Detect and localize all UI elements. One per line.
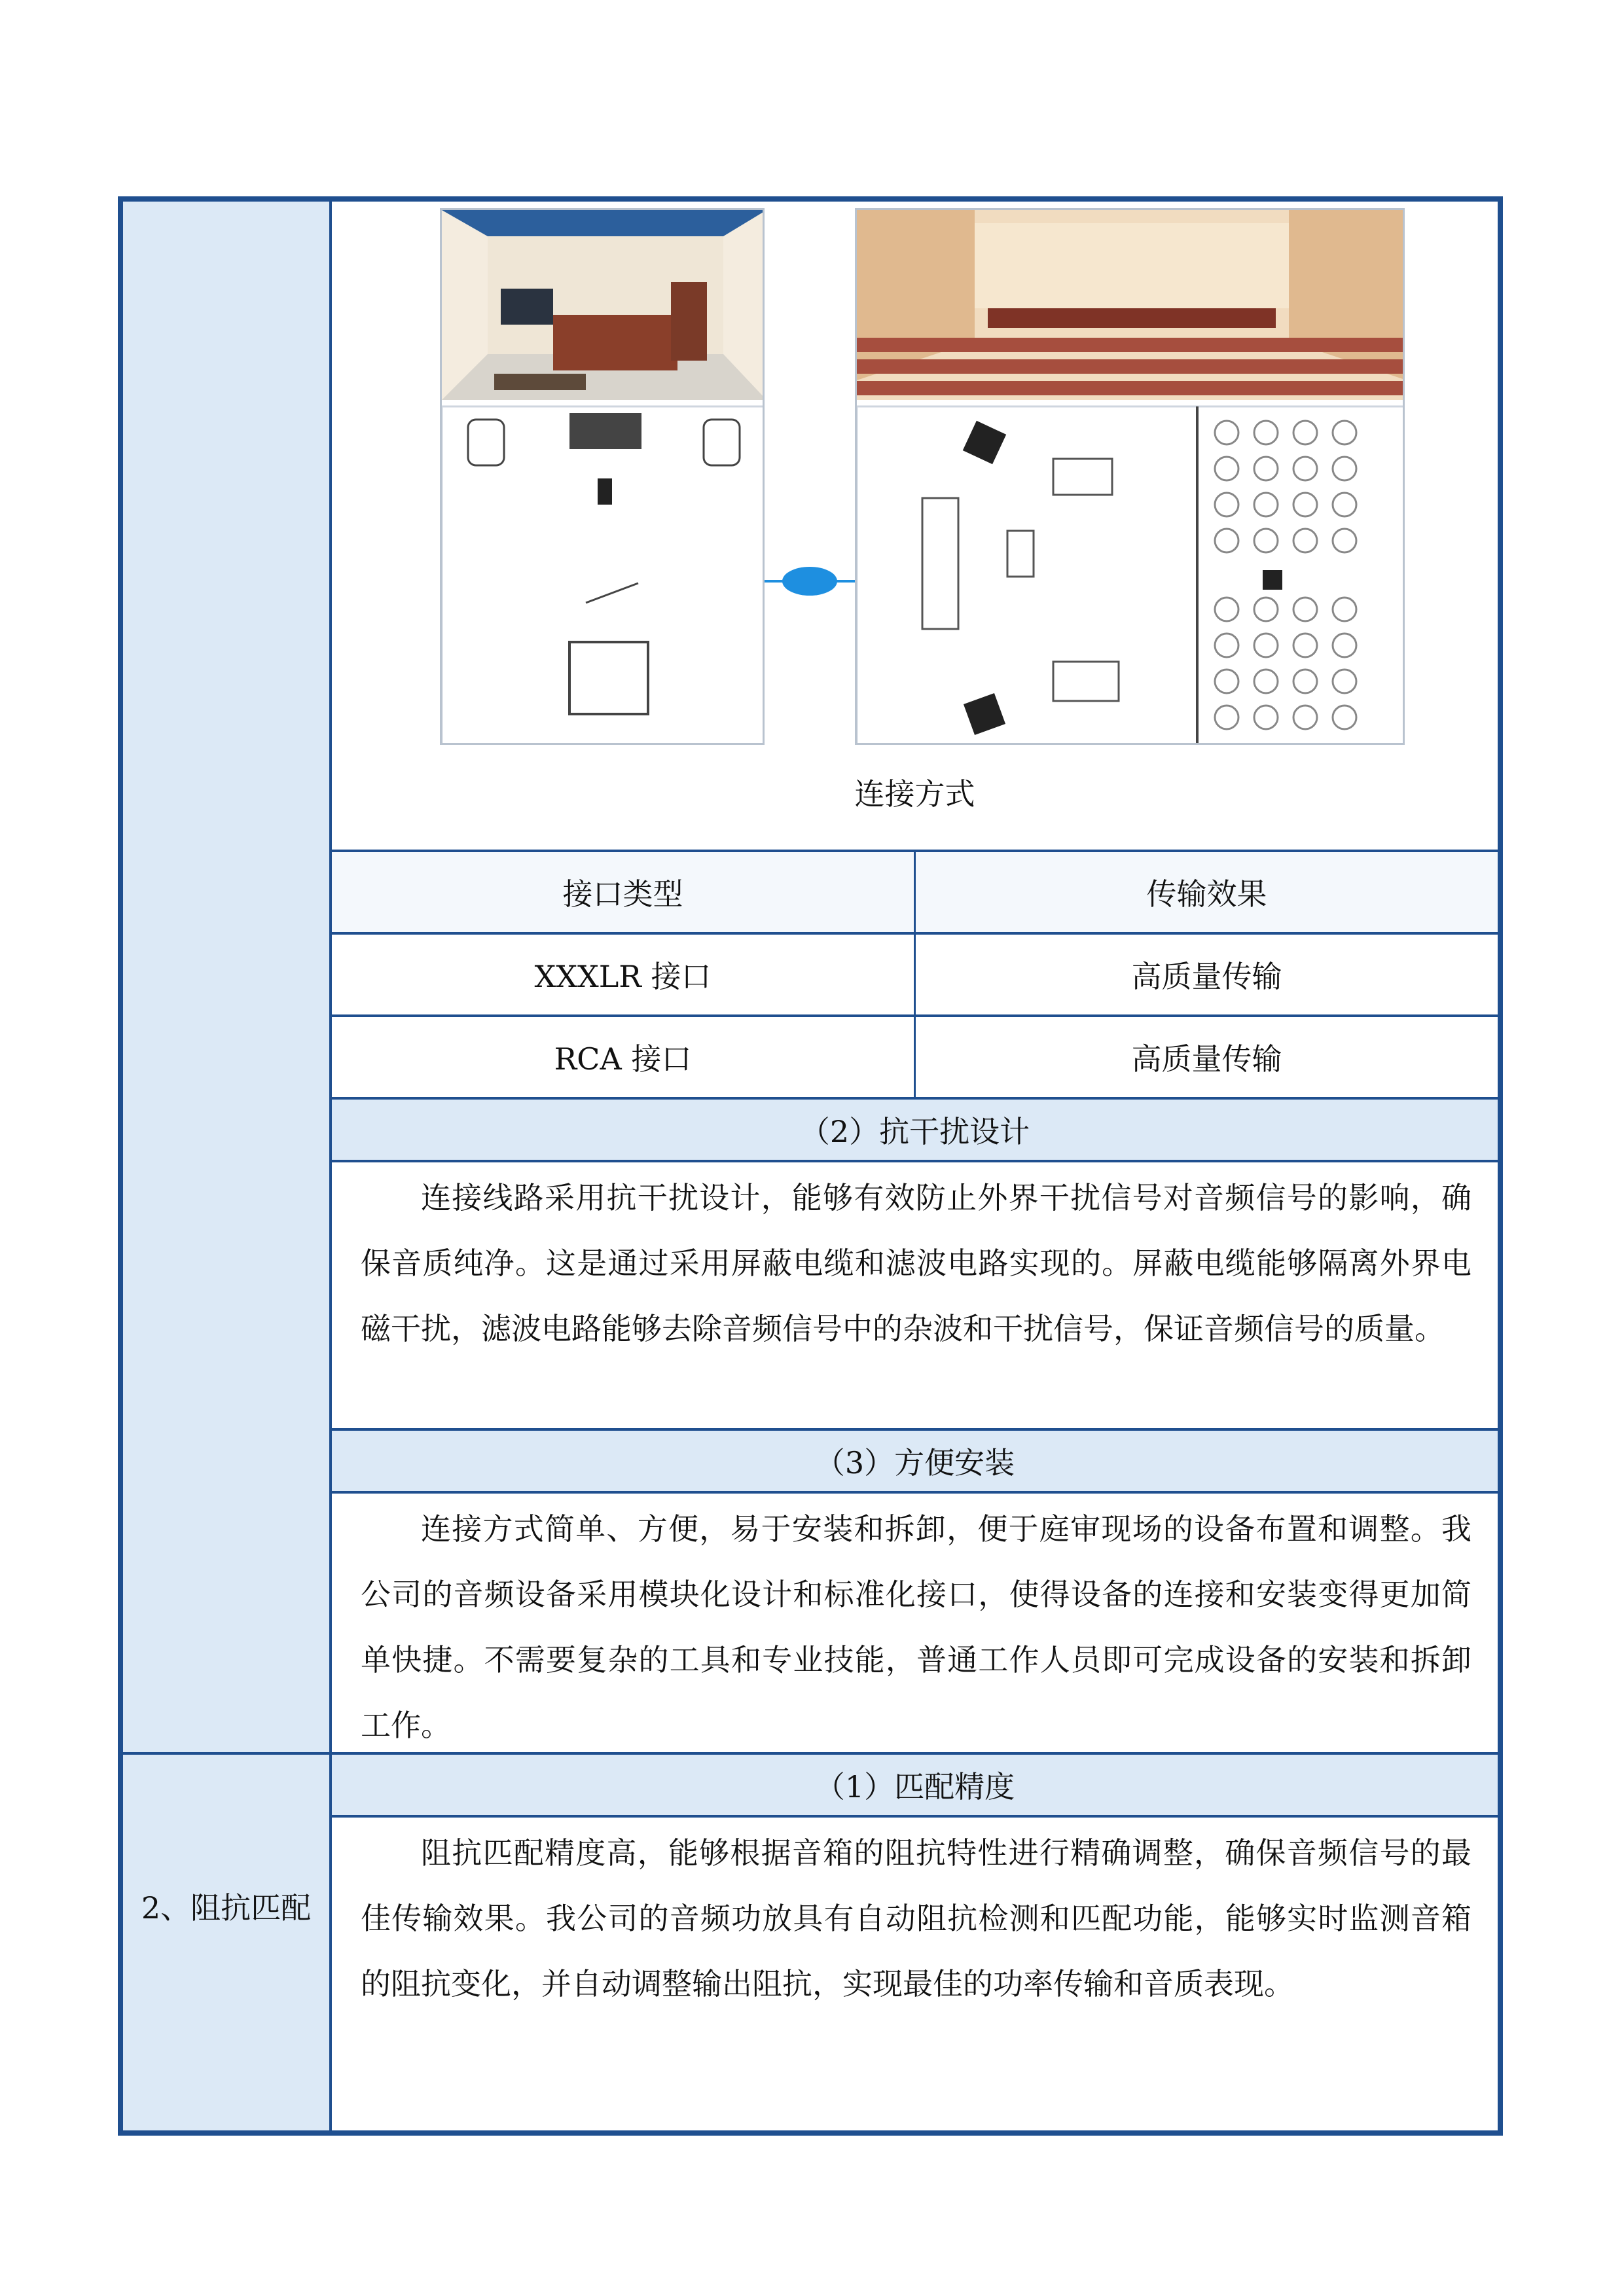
front-desk bbox=[494, 374, 586, 390]
left-label-column bbox=[123, 202, 332, 2130]
clerk-desk-outline bbox=[922, 498, 958, 629]
speaker-right-icon bbox=[704, 420, 740, 465]
judge-desk-outline bbox=[1053, 459, 1112, 495]
table-cell: 高质量传输 bbox=[914, 1017, 1498, 1097]
spec-table-frame bbox=[118, 196, 1503, 2136]
judge-bench bbox=[553, 315, 677, 370]
paragraph-easy-install: 连接方式简单、方便，易于安装和拆卸，便于庭审现场的设备布置和调整。我公司的音频设备采用模块化设计和标准化接口，使得设备的连接和安装变得更加简单快捷。不需要复杂的工具和专业技能，普通工作人员即可完成设备的安装和拆卸工作。 bbox=[332, 1491, 1498, 1753]
large-courtroom-figure bbox=[855, 208, 1405, 745]
seat-row bbox=[857, 381, 1405, 395]
wall-screen bbox=[501, 289, 553, 325]
header-interface-type: 接口类型 bbox=[562, 876, 683, 912]
witness-stand-outline bbox=[1007, 531, 1034, 577]
defendant-desk-outline bbox=[1053, 662, 1119, 701]
table-row bbox=[332, 1014, 1498, 1097]
table-cell: XXXLR 接口 bbox=[534, 959, 712, 994]
section-title-easy-install: （3）方便安装 bbox=[332, 1428, 1498, 1491]
hall-back-wall bbox=[975, 223, 1289, 308]
paragraph-anti-interference: 连接线路采用抗干扰设计，能够有效防止外界干扰信号对音频信号的影响，确保音质纯净。这是通过采用屏蔽电缆和滤波电路实现的。屏蔽电缆能够隔离外界电磁干扰，滤波电路能够去除音频信号中的杂波和干扰信号，保证音频信号的质量。 bbox=[332, 1160, 1498, 1422]
row-divider bbox=[123, 1752, 332, 1755]
camera-icon bbox=[1263, 570, 1282, 590]
section-2-label: 2、阻抗匹配 bbox=[141, 1890, 312, 1926]
table-row bbox=[332, 932, 1498, 1014]
large-courtroom-illustration bbox=[857, 210, 1405, 745]
network-link bbox=[765, 555, 855, 607]
header-transmission-effect: 传输效果 bbox=[914, 852, 1498, 932]
small-courtroom-illustration bbox=[442, 210, 765, 745]
interface-table-header bbox=[332, 850, 1498, 932]
small-courtroom-figure bbox=[440, 208, 765, 745]
desk-outline bbox=[569, 642, 648, 714]
display-icon bbox=[569, 413, 641, 449]
room-door bbox=[671, 282, 707, 361]
figure-caption: 连接方式 bbox=[854, 776, 975, 812]
section-title-anti-interference: （2）抗干扰设计 bbox=[332, 1097, 1498, 1160]
room-ceiling bbox=[442, 210, 765, 236]
cloud-icon bbox=[782, 567, 837, 596]
speaker-left-icon bbox=[468, 420, 504, 465]
section-title-matching-precision: （1）匹配精度 bbox=[332, 1752, 1498, 1815]
seat-row bbox=[857, 338, 1405, 352]
paragraph-matching-precision: 阻抗匹配精度高，能够根据音箱的阻抗特性进行精确调整，确保音频信号的最佳传输效果。我公司的音频功放具有自动阻抗检测和匹配功能，能够实时监测音箱的阻抗变化，并自动调整输出阻抗，实现最佳的功率传输和音质表现。 bbox=[332, 1815, 1498, 2109]
seat-row bbox=[857, 359, 1405, 374]
camera-icon bbox=[598, 478, 612, 505]
table-cell: 高质量传输 bbox=[914, 935, 1498, 1014]
table-cell: RCA 接口 bbox=[554, 1041, 692, 1077]
hall-judge-bench bbox=[988, 308, 1276, 328]
